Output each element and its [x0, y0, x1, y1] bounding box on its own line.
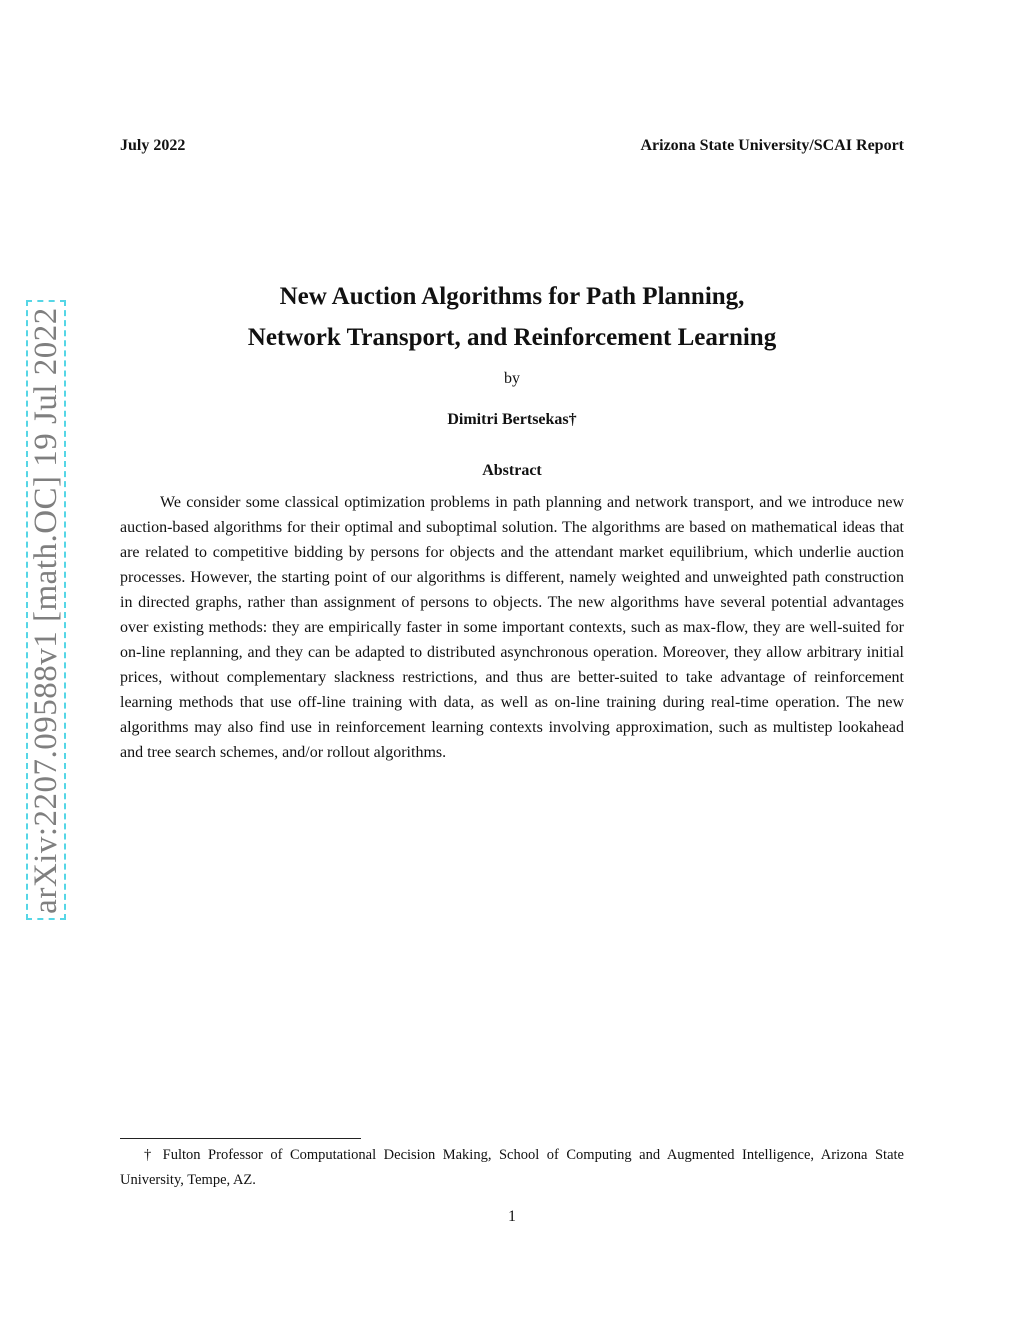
paper-title — [120, 276, 904, 358]
header-date: July 2022 — [120, 137, 186, 154]
abstract-heading: Abstract — [482, 462, 542, 479]
arxiv-stamp-text: arXiv:2207.09588v1 [math.OC] 19 Jul 2022 — [27, 306, 64, 914]
footnote-rule — [120, 1138, 361, 1139]
arxiv-stamp — [26, 300, 66, 920]
paper-title-line-1: New Auction Algorithms for Path Planning, — [279, 283, 745, 310]
header-report: Arizona State University/SCAI Report — [640, 137, 904, 154]
page-number: 1 — [508, 1208, 516, 1225]
abstract-body: We consider some classical optimization problems in path planning and network transport, and we introduce new auction-based algorithms for their optimal and suboptimal solution. The algorithms are based on mathematical ideas that are related to competitive bidding by persons for objects and the attendant market equilibrium, which underlie auction processes. However, the starting point of our algorithms is different, namely weighted and unweighted path construction in directed graphs, rather than assignment of persons to objects. The new algorithms have several potential advantages over existing methods: they are empirically faster in some important contexts, such as max-flow, they are well-suited for on-line replanning, and they can be adapted to distributed asynchronous operation. Moreover, they allow arbitrary initial prices, without complementary slackness restrictions, and thus are better-suited to take advantage of reinforcement learning methods that use off-line training with data, as well as on-line training during real-time operation. The new algorithms may also find use in reinforcement learning contexts involving approximation, such as multistep lookahead and tree search schemes, and/or rollout algorithms. — [120, 494, 904, 761]
paper-title-line-2: Network Transport, and Reinforcement Learning — [247, 324, 777, 351]
author-name: Dimitri Bertsekas† — [447, 411, 577, 428]
by-line: by — [504, 370, 520, 387]
footnote: † Fulton Professor of Computational Decision Making, School of Computing and Augmented Intelligence, Arizona State University, Tempe, AZ. — [120, 1147, 904, 1188]
